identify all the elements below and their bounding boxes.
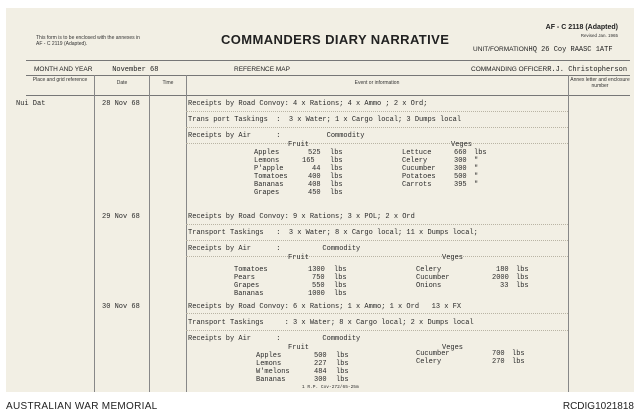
unit-label: UNIT/FORMATION: [473, 46, 529, 53]
list-item: Lemons: [254, 157, 280, 165]
form-enclosure-note: This form is to be enclosed with the annexes in AF - C 2119 (Adapted).: [36, 35, 140, 47]
list-item: Bananas: [256, 376, 286, 384]
printer-mark: 1 R.P. Cov-272/65-25m: [302, 385, 359, 390]
co-label: COMMANDING OFFICER: [471, 66, 548, 73]
list-item: Lemons: [256, 360, 282, 368]
list-item: Celery: [416, 266, 442, 274]
month-year: [34, 66, 158, 74]
diary-sheet: This form is to be enclosed with the annexes in AF - C 2119 (Adapted). COMMANDERS DIARY NARRATIVE AF - C 2118 (Adapted) Revised Jan. 1965 UNIT/FORMATIONHQ 26 Coy RAASC 1ATF MONTH AND YEAR November 68 REFERENCE MAP COMMANDING OFFICERR.J. Christopherson Place and grid reference Date Time Event or information Annex letter and enclosure number Nui Dat 28 Nov 68 Receipts by Road Convoy: 4 x Rations; 4 x Ammo ; 2 x Ord; Trans port Taskings : 3 x Water; 1 x Cargo local; 3 Dumps local Receipts by Air : Commodity Fruit Veges Apples 525 lbs Lemons 165 lbs P'apple 44 lbs Tomatoes 400 lbs Bananas 408 lbs Grapes 450 lbs Lettuce 660 lbs Celery 300 " Cucumber 300 " Potatoes 500 " Carrots 395 " 29 Nov 68 Receipts by Road Convoy: 9 x Rations; 3 x POL; 2 x Ord Transport Taskings : 3 x Water; 8 x Cargo local; 11 x Dumps local; Receipts by Air : Commodity Fruit Veges Tomatoes 1300 lbs Pears 750 lbs Grapes 550 lbs Bananas 1000 lbs Celery 180 lbs Cucumber 2000 lbs Onions 33 lbs 30 Nov 68 Receipts by Road Convoy: 6 x Rations; 1 x Ammo; 1 x Ord 13 x FX Transport Taskings : 3 x Water; 8 x Cargo local; 2 x Dumps local Receipts by Air : Commodity Fruit Veges Apples 500 lbs Lemons 227 lbs W'melons 484 lbs Bananas 300 lbs Cucumber 700 lbs Celery 270 lbs 1 R.P. Cov-272/65-25m: [6, 8, 634, 392]
receipts-by-air-line: Receipts by Air : Commodity: [188, 245, 361, 253]
list-item: Potatoes: [402, 173, 436, 181]
unit-formation: [473, 46, 613, 54]
page-title: COMMANDERS DIARY NARRATIVE: [221, 32, 450, 47]
list-item: Onions: [416, 282, 442, 290]
column-header-annex: Annex letter and enclosure number: [570, 77, 630, 89]
entry-date: 30 Nov 68: [102, 303, 140, 311]
list-item: Bananas: [234, 290, 264, 298]
column-divider: [149, 75, 150, 392]
road-convoy-line: Receipts by Road Convoy: 9 x Rations; 3 x POL; 2 x Ord: [188, 213, 415, 221]
column-divider: [94, 75, 95, 392]
list-item: Cucumber: [402, 165, 436, 173]
list-item: Pears: [234, 274, 256, 282]
receipts-by-air-line: Receipts by Air : Commodity: [188, 132, 365, 140]
place-nui-dat: Nui Dat: [16, 100, 46, 108]
list-item: Tomatoes: [254, 173, 288, 181]
header-rule: [26, 60, 630, 61]
month-value: November 68: [112, 66, 159, 74]
fruit-heading: Fruit: [288, 254, 310, 262]
reference-map-label: REFERENCE MAP: [234, 66, 290, 73]
list-item: Carrots: [402, 181, 432, 189]
list-item: Cucumber: [416, 274, 450, 282]
list-item: P'apple: [254, 165, 284, 173]
transport-taskings-line: Trans port Taskings : 3 x Water; 1 x Cargo local; 3 Dumps local: [188, 116, 462, 124]
list-item: Lettuce: [402, 149, 432, 157]
list-item: Celery: [416, 358, 442, 366]
transport-taskings-line: Transport Taskings : 3 x Water; 8 x Cargo local; 11 x Dumps local;: [188, 229, 478, 237]
form-revision: Revised Jan. 1965: [580, 33, 618, 38]
archive-footer: [0, 396, 640, 416]
archive-reference: RCDIG1021818: [562, 401, 634, 412]
column-divider: [568, 75, 569, 392]
column-head-bottom-rule: [26, 95, 630, 96]
fruit-heading: Fruit: [288, 141, 310, 149]
list-item: W'melons: [256, 368, 290, 376]
column-divider: [186, 75, 187, 392]
list-item: Grapes: [234, 282, 260, 290]
entry-date: 28 Nov 68: [102, 100, 140, 108]
fruit-heading: Fruit: [288, 344, 310, 352]
form-code: AF - C 2118 (Adapted): [545, 24, 618, 31]
entry-date: 29 Nov 68: [102, 213, 140, 221]
archive-name: AUSTRALIAN WAR MEMORIAL: [6, 401, 158, 412]
month-label: MONTH AND YEAR: [34, 66, 93, 73]
veges-heading: Veges: [451, 141, 473, 149]
list-item: Apples: [254, 149, 280, 157]
column-header-time: Time: [162, 80, 174, 86]
list-item: Celery: [402, 157, 428, 165]
transport-taskings-line: Transport Taskings : 3 x Water; 8 x Cargo local; 2 x Dumps local: [188, 319, 474, 327]
column-header-date: Date: [116, 80, 128, 86]
list-item: Apples: [256, 352, 282, 360]
list-item: Tomatoes: [234, 266, 268, 274]
veges-heading: Veges: [442, 344, 464, 352]
column-header-event: Event or information: [354, 80, 400, 86]
road-convoy-line: Receipts by Road Convoy: 6 x Rations; 1 x Ammo; 1 x Ord 13 x FX: [188, 303, 462, 311]
receipts-by-air-line: Receipts by Air : Commodity: [188, 335, 361, 343]
road-convoy-line: Receipts by Road Convoy: 4 x Rations; 4 x Ammo ; 2 x Ord;: [188, 100, 428, 108]
list-item: Grapes: [254, 189, 280, 197]
unit-value: HQ 26 Coy RAASC 1ATF: [528, 46, 613, 54]
column-header-place: Place and grid reference: [32, 77, 88, 83]
list-item: Bananas: [254, 181, 284, 189]
column-head-top-rule: [26, 75, 630, 76]
veges-heading: Veges: [442, 254, 464, 262]
co-value: R.J. Christopherson: [547, 66, 628, 74]
list-item: Cucumber: [416, 350, 450, 358]
commanding-officer: [471, 66, 627, 74]
